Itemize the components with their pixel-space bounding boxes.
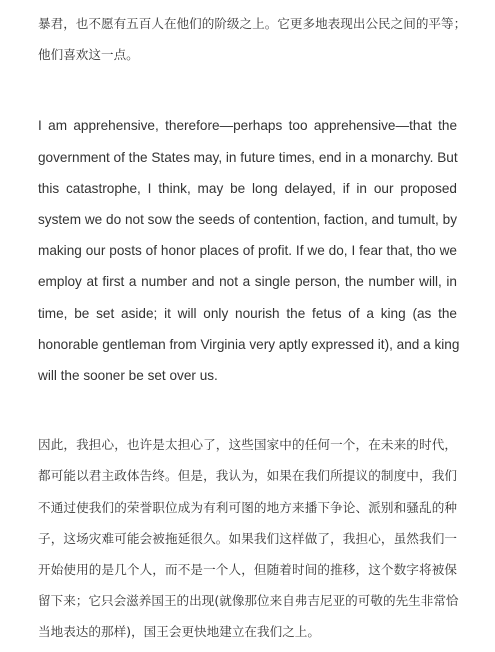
text-line: this catastrophe, I think, may be long delayed, if in our proposed	[38, 180, 457, 196]
text-line: employ at first a number and not a single person, the number will, in	[38, 274, 457, 290]
text-line: honorable gentleman from Virginia very aptly expressed it), and a king	[38, 336, 460, 352]
text-line: will the sooner be set over us.	[38, 368, 218, 384]
paragraph-spacer	[38, 391, 457, 429]
text-line: 都可能以君主政体告终。但是，我认为，如果在我们所提议的制度中，我们	[38, 468, 457, 484]
text-line: time, be set aside; it will only nourish the fetus of a king (as the	[38, 305, 457, 321]
text-line: 不通过使我们的荣誉职位成为有利可图的地方来播下争论、派别和骚乱的种	[38, 499, 457, 515]
text-line: 因此，我担心，也许是太担心了，这些国家中的任何一个，在未来的时代，	[38, 437, 457, 453]
text-line: system we do not sow the seeds of contention, faction, and tumult, by	[38, 212, 457, 228]
paragraph-chinese-translation	[38, 429, 457, 647]
text-line: 他们喜欢这一点。	[38, 47, 139, 63]
text-line: 留下来；它只会滋养国王的出现(就像那位来自弗吉尼亚的可敬的先生非常恰	[38, 593, 459, 609]
paragraph-english-quote	[38, 110, 460, 391]
text-line: I am apprehensive, therefore—perhaps too apprehensive—that the	[38, 118, 457, 134]
text-line: 开始使用的是几个人，而不是一个人，但随着时间的推移，这个数字将被保	[38, 562, 457, 578]
paragraph-chinese-intro	[38, 8, 467, 70]
text-line: making our posts of honor places of profit. If we do, I fear that, tho we	[38, 243, 457, 259]
paragraph-spacer	[38, 70, 457, 110]
text-line: 暴君，也不愿有五百人在他们的阶级之上。它更多地表现出公民之间的平等；	[38, 16, 467, 31]
text-line: government of the States may, in future times, end in a monarchy. But	[38, 149, 458, 165]
text-line: 当地表达的那样)，国王会更快地建立在我们之上。	[38, 624, 320, 640]
text-line: 子，这场灾难可能会被拖延很久。如果我们这样做了，我担心，虽然我们一	[38, 530, 457, 546]
